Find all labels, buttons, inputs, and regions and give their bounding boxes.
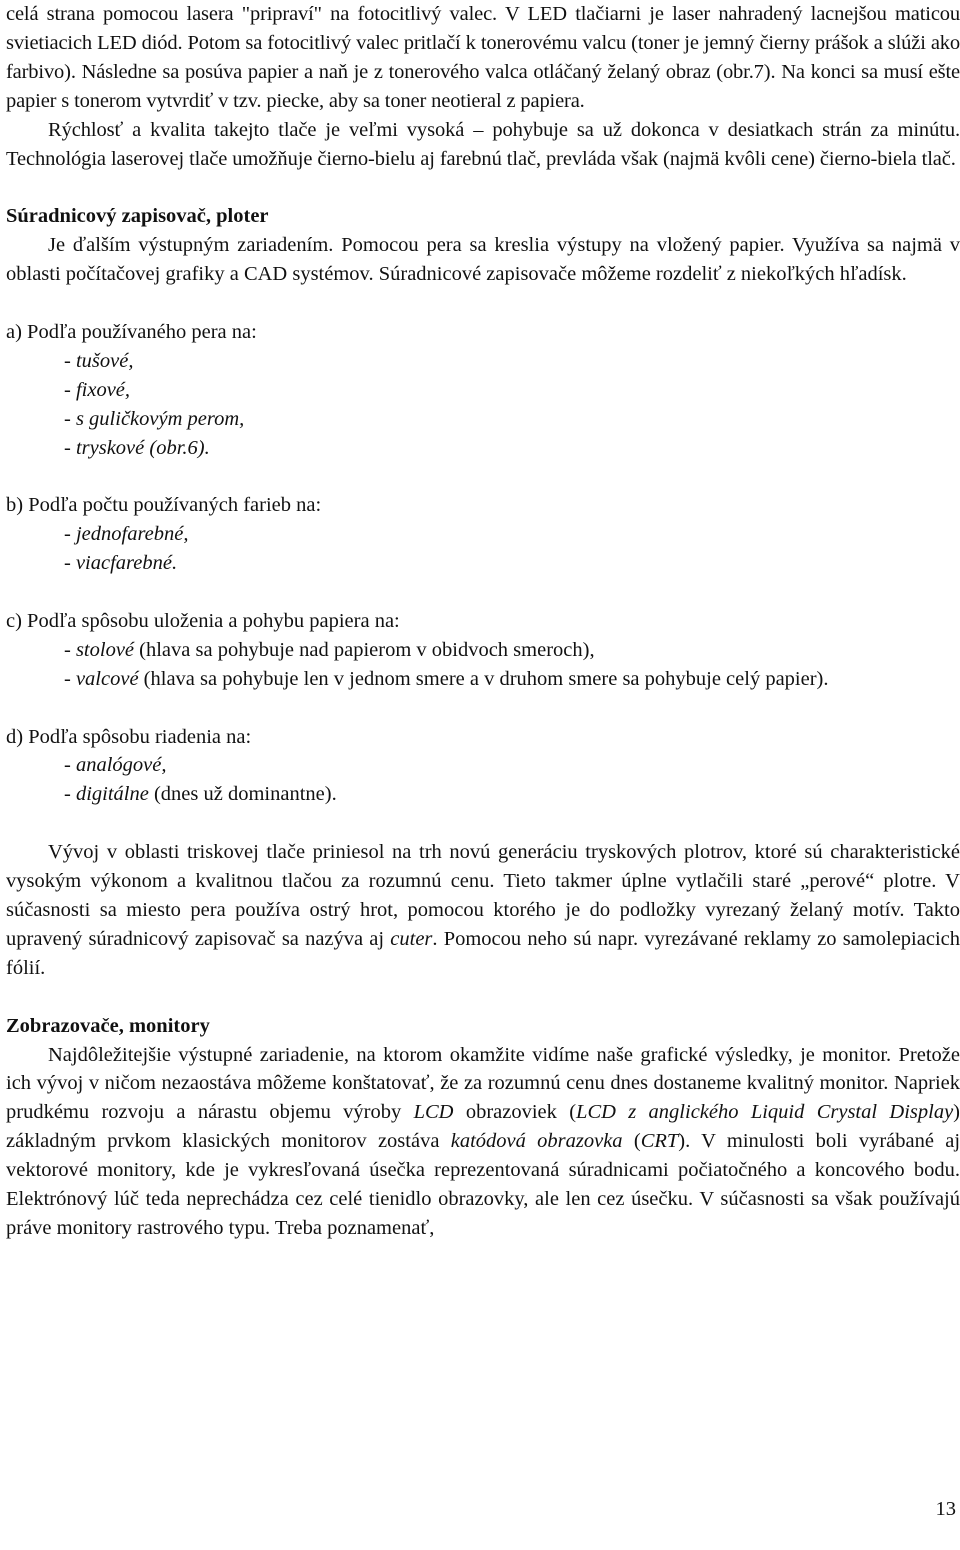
list-item: - valcové (hlava sa pohybuje len v jednom smere a v druhom smere sa pohybuje celý papier).: [64, 667, 829, 690]
list-item: - tušové,: [64, 349, 134, 372]
list-item: - jednofarebné,: [64, 523, 189, 546]
list-item: - stolové (hlava sa pohybuje nad papierom v obidvoch smeroch),: [64, 638, 595, 661]
list-title: b) Podľa počtu používaných farieb na:: [6, 494, 322, 517]
page-number: 13: [935, 1498, 956, 1520]
spacer: [6, 462, 960, 491]
list-by-control: [6, 723, 960, 810]
list-item: - digitálne (dnes už dominantne).: [64, 783, 337, 806]
paragraph-laser-process: celá strana pomocou lasera "pripraví" na fotocitlivý valec. V LED tlačiarni je laser nahradený lacnejšou maticou svietiacich LED diód. Potom sa fotocitlivý valec pritlačí k tonerovému valcu (toner je jemný čierny prášok a slúži ako farbivo). Následne sa posúva papier a naň je z tonerového valca otláčaný želaný obraz (obr.7). Na konci sa musí ešte papier s tonerom vytvrdiť v tzv. piecke, aby sa toner neotieral z papiera.: [6, 3, 960, 112]
list-item: - viacfarebné.: [64, 552, 178, 575]
list-item: - analógové,: [64, 754, 167, 777]
spacer: [6, 809, 960, 838]
paragraph-inkjet-plotters: Vývoj v oblasti triskovej tlače priniesol na trh novú generáciu tryskových plotrov, ktoré sú charakteristické vysokým výkonom a kvalitnou tlačou za rozumnú cenu. Tieto takmer úplne vytlačili staré „perové“ plotre. V súčasnosti sa miesto pera používa ostrý hrot, pomocou ktorého je do podložky vyrezaný želaný motív. Takto upravený súradnicový zapisovač sa nazýva aj cuter. Pomocou neho sú napr. vyrezávané reklamy zo samolepiacich fólií.: [6, 841, 960, 979]
paragraph-plotter-intro: Je ďalším výstupným zariadením. Pomocou pera sa kreslia výstupy na vložený papier. Využíva sa najmä v oblasti počítačovej grafiky a CAD systémov. Súradnicové zapisovače môžeme rozdeliť z niekoľkých hľadísk.: [6, 234, 960, 286]
paragraph-laser-speed: Rýchlosť a kvalita takejto tlače je veľmi vysoká – pohybuje sa už dokonca v desiatkach strán za minútu. Technológia laserovej tlače umožňuje čierno-bielu aj farebnú tlač, prevláda však (najmä kvôli cene) čierno-biela tlač.: [6, 118, 960, 170]
paragraph-monitors: Najdôležitejšie výstupné zariadenie, na ktorom okamžite vidíme naše grafické výsledky, je monitor. Pretože ich vývoj v ničom nezaostáva môžeme konštatovať, že za rozumnú cenu dnes dostaneme kvalitný monitor. Napriek prudkému rozvoju a nárastu objemu výroby LCD obrazoviek (LCD z anglického Liquid Crystal Display) základným prvkom klasických monitorov zostáva katódová obrazovka (CRT). V minulosti boli vyrábané aj vektorové monitory, kde je vykresľovaná úsečka reprezentovaná súradnicami počiatočného a koncového bodu. Elektrónový lúč teda neprechádza cez celé tienidlo obrazovky, ale len cez úsečku. V súčasnosti sa však používajú práve monitory rastrového typu. Treba poznamenať,: [6, 1043, 960, 1239]
list-title: d) Podľa spôsobu riadenia na:: [6, 725, 252, 748]
list-by-paper-movement: [6, 607, 960, 694]
spacer: [6, 578, 960, 607]
list-item: - s guličkovým perom,: [64, 407, 245, 430]
heading-plotter: Súradnicový zapisovač, ploter: [6, 205, 269, 228]
document-page: [6, 0, 960, 1243]
heading-monitors: Zobrazovače, monitory: [6, 1014, 210, 1037]
list-title: c) Podľa spôsobu uloženia a pohybu papiera na:: [6, 609, 400, 632]
list-item: - tryskové (obr.6).: [64, 436, 210, 459]
list-by-pen: [6, 318, 960, 463]
spacer: [6, 173, 960, 202]
list-title: a) Podľa používaného pera na:: [6, 320, 257, 343]
spacer: [6, 289, 960, 318]
spacer: [6, 983, 960, 1012]
list-item: - fixové,: [64, 378, 131, 401]
spacer: [6, 694, 960, 723]
list-by-colors: [6, 491, 960, 578]
